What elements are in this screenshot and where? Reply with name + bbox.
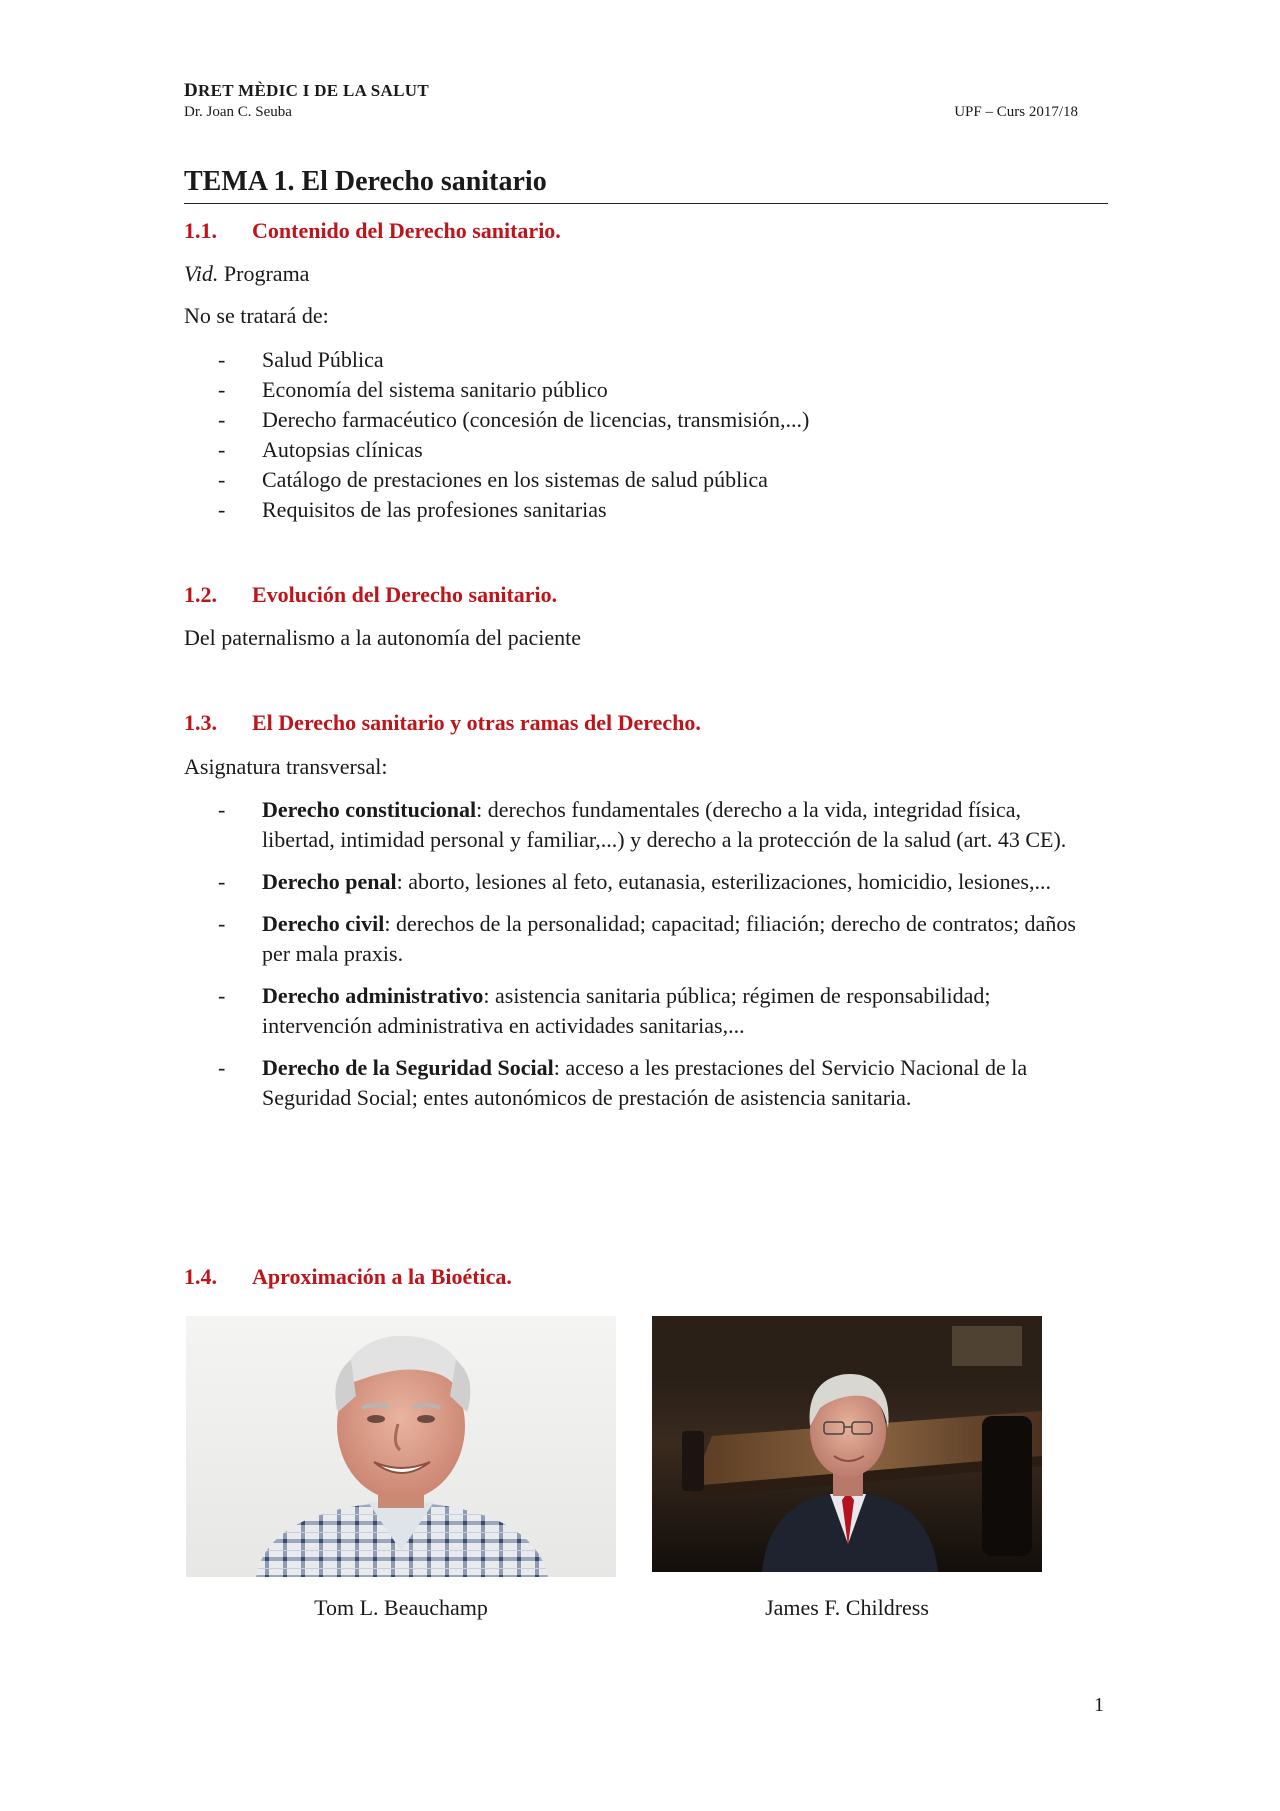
list-item: - Autopsias clínicas bbox=[218, 437, 423, 462]
page-number: 1 bbox=[1094, 1694, 1104, 1716]
title-underline bbox=[184, 203, 1108, 204]
list-item: - Salud Pública bbox=[218, 347, 384, 372]
list-item: - Derecho de la Seguridad Social: acceso a les prestaciones del Servicio Nacional de la Seguridad Social; entes autonómicos de prestación de asistencia sanitaria. bbox=[218, 1055, 1028, 1110]
beauchamp-photo bbox=[186, 1316, 616, 1577]
list-item: - Derecho constitucional: derechos fundamentales (derecho a la vida, integridad física, libertad, intimidad personal y familiar,...) y derecho a la protección de la salud (art. 43 CE). bbox=[218, 797, 1067, 852]
author-name: Dr. Joan C. Seuba bbox=[184, 104, 292, 120]
caption-beauchamp: Tom L. Beauchamp bbox=[314, 1595, 488, 1620]
institution-year: UPF – Curs 2017/18 bbox=[954, 104, 1078, 120]
section-1-1-intro: No se tratará de: bbox=[184, 303, 329, 328]
childress-photo bbox=[652, 1316, 1042, 1572]
section-heading-1-2: 1.2. Evolución del Derecho sanitario. bbox=[184, 582, 558, 607]
list-item: - Catálogo de prestaciones en los sistemas de salud pública bbox=[218, 467, 768, 492]
list-item: - Derecho penal: aborto, lesiones al feto, eutanasia, esterilizaciones, homicidio, lesiones,... bbox=[218, 869, 1051, 894]
list-item: - Derecho administrativo: asistencia sanitaria pública; régimen de responsabilidad; intervención administrativa en actividades sanitarias,... bbox=[218, 983, 991, 1038]
section-heading-1-3: 1.3. El Derecho sanitario y otras ramas del Derecho. bbox=[184, 710, 701, 735]
vid-programa: Vid. Programa bbox=[184, 261, 310, 286]
caption-childress: James F. Childress bbox=[765, 1595, 929, 1620]
excluded-topics-list bbox=[218, 345, 1098, 525]
section-1-3-intro: Asignatura transversal: bbox=[184, 754, 388, 779]
list-item: - Economía del sistema sanitario público bbox=[218, 377, 608, 402]
section-1-2-text: Del paternalismo a la autonomía del paciente bbox=[184, 625, 582, 650]
section-heading-1-4: 1.4. Aproximación a la Bioética. bbox=[184, 1264, 512, 1289]
page-title: TEMA 1. El Derecho sanitario bbox=[184, 166, 547, 197]
course-title: DRET MÈDIC I DE LA SALUT bbox=[184, 80, 429, 101]
section-heading-1-1: 1.1. Contenido del Derecho sanitario. bbox=[184, 218, 561, 243]
law-branches-list bbox=[218, 795, 1098, 1125]
list-item: - Derecho farmacéutico (concesión de licencias, transmisión,...) bbox=[218, 407, 810, 432]
list-item: - Derecho civil: derechos de la personalidad; capacitad; filiación; derecho de contratos; daños per mala praxis. bbox=[218, 911, 1076, 966]
list-item: - Requisitos de las profesiones sanitarias bbox=[218, 497, 607, 522]
